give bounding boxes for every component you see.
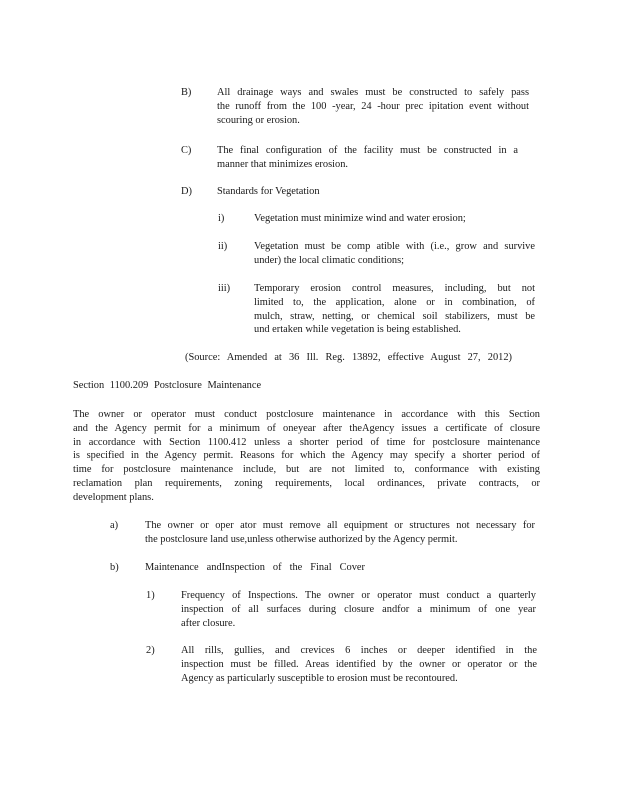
section-paragraph	[73, 408, 540, 505]
subitem-text	[254, 282, 535, 337]
text-line: The owner or operator must conduct postclosure maintenance in accordance with this Section	[73, 409, 540, 420]
subitem-label: iii)	[218, 283, 231, 294]
item-label: C)	[181, 145, 192, 156]
source-note	[185, 351, 512, 365]
subitem-label: 2)	[146, 645, 155, 656]
item-label: B)	[181, 87, 192, 98]
text-line: Temporary erosion control measures, including, but not	[254, 283, 535, 294]
text-line: manner that minimizes erosion.	[217, 158, 349, 170]
source-note-text: (Source: Amended at 36 Ill. Reg. 13892, effective August 27, 2012)	[185, 352, 512, 363]
subitem-label: i)	[218, 213, 225, 224]
item-label: a)	[110, 520, 119, 531]
text-line: Frequency of Inspections. The owner or operator must conduct a quarterly	[181, 590, 536, 601]
item-text	[145, 519, 535, 547]
item-text	[217, 144, 518, 172]
text-line: mulch, straw, netting, or chemical soil stabilizers, must be	[254, 310, 535, 322]
text-line: All rills, gullies, and crevices 6 inches or deeper identified in the	[181, 645, 537, 656]
subitem-text	[254, 240, 535, 268]
item-label: D)	[181, 186, 192, 197]
text-line: The final configuration of the facility must be constructed in a	[217, 145, 518, 156]
text-line: time for postclosure maintenance include, but are not limited to, conformance with existing	[73, 464, 540, 476]
text-line: inspection of all surfaces during closure andfor a minimum of one year	[181, 603, 536, 615]
text-line: is specified in the Agency permit. Reasons for which the Agency may specify a shorter period of	[73, 450, 540, 462]
text-line: limited to, the application, alone or in combination, of	[254, 296, 535, 308]
text-line: scouring or erosion.	[217, 114, 300, 126]
text-line: in accordance with Section 1100.412 unless a shorter period of time for postclosure maintenance	[73, 436, 540, 448]
item-label: b)	[110, 562, 119, 573]
text-line: under) the local climatic conditions;	[254, 254, 405, 266]
subitem-label: ii)	[218, 241, 228, 252]
item-text	[217, 86, 529, 127]
text-line: development plans.	[73, 491, 154, 503]
text-line: after closure.	[181, 617, 236, 629]
item-heading-text: Maintenance andInspection of the Final Cover	[145, 562, 365, 573]
text-line: the postclosure land use,unless otherwise authorized by the Agency permit.	[145, 533, 458, 545]
text-line: Vegetation must be comp atible with (i.e., grow and survive	[254, 241, 535, 252]
text-line: und ertaken while vegetation is being established.	[254, 324, 461, 336]
subitem-text	[254, 212, 534, 226]
text-line: The owner or oper ator must remove all equipment or structures not necessary for	[145, 520, 535, 531]
text-line: All drainage ways and swales must be constructed to safely pass	[217, 87, 529, 98]
text-line: reclamation plan requirements, zoning requirements, local ordinances, private contracts, or	[73, 477, 540, 489]
text-line: inspection must be filled. Areas identified by the owner or operator or the	[181, 658, 537, 670]
text-line: and the Agency permit for a minimum of oneyear after theAgency issues a certificate of closure	[73, 422, 540, 434]
subitem-text	[181, 644, 537, 685]
section-heading: Section 1100.209 Postclosure Maintenance	[73, 380, 262, 391]
text-line: the runoff from the 100 -year, 24 -hour prec ipitation event without	[217, 100, 529, 112]
subitem-text	[181, 589, 536, 630]
text-line: Vegetation must minimize wind and water erosion;	[254, 213, 466, 224]
item-heading	[145, 561, 365, 575]
text-line: Agency as particularly susceptible to erosion must be recontoured.	[181, 672, 458, 684]
item-heading: Standards for Vegetation	[217, 186, 320, 197]
subitem-label: 1)	[146, 590, 155, 601]
